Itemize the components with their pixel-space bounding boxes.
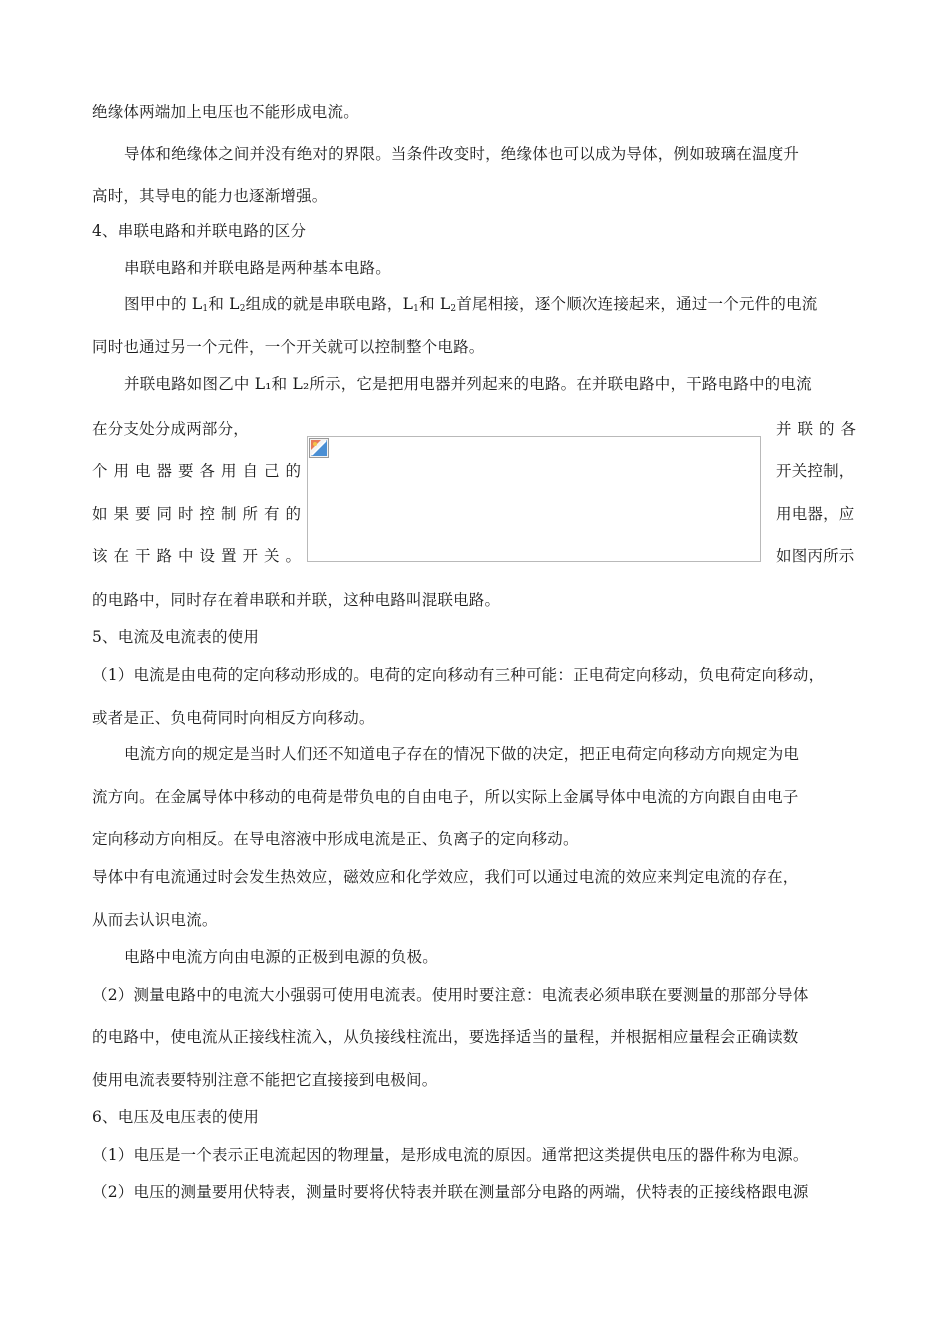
text-line: 导体和绝缘体之间并没有绝对的界限。当条件改变时，绝缘体也可以成为导体，例如玻璃在温度升 <box>124 145 800 163</box>
text-line: （2）电压的测量要用伏特表，测量时要将伏特表并联在测量部分电路的两端，伏特表的正接线格跟电源 <box>92 1183 809 1201</box>
text-line: 电路中电流方向由电源的正极到电源的负极。 <box>124 948 439 966</box>
text-line: 并联电路如图乙中 L₁和 L₂所示，它是把用电器并列起来的电路。在并联电路中，干路电路中的电流 <box>124 375 812 393</box>
wrap-right-line: 并联的各 <box>776 420 863 438</box>
text-line: 的电路中，同时存在着串联和并联，这种电路叫混联电路。 <box>92 591 501 609</box>
text-line: （1）电压是一个表示正电流起因的物理量，是形成电流的原因。通常把这类提供电压的器件称为电源。 <box>92 1146 809 1164</box>
section-heading: 6、电压及电压表的使用 <box>92 1108 260 1126</box>
wrap-left-text: 在分支处分成两部分， <box>92 420 250 438</box>
text-line: 图甲中的 $L_1$和 $L_2$组成的就是串联电路，$L_1$和 $L_2$首尾相接，逐个顺次连接起来，通过一个元件的电流 <box>124 295 818 314</box>
wrap-left-line: 个用电器要各用自己的 <box>92 462 308 480</box>
wrap-right-line: 开关控制， <box>776 462 855 480</box>
text-line: 从而去认识电流。 <box>92 911 218 929</box>
text-line: 或者是正、负电荷同时向相反方向移动。 <box>92 709 375 727</box>
text-line: 的电路中，使电流从正接线柱流入，从负接线柱流出，要选择适当的量程，并根据相应量程会正确读数 <box>92 1028 799 1046</box>
wrap-right-line: 如图丙所示 <box>776 547 855 565</box>
section-heading: 4、串联电路和并联电路的区分 <box>92 222 307 240</box>
text-line: 定向移动方向相反。在导电溶液中形成电流是正、负离子的定向移动。 <box>92 830 579 848</box>
wrap-right-line: 用电器，应 <box>776 505 855 523</box>
text-line: 使用电流表要特别注意不能把它直接接到电极间。 <box>92 1071 438 1089</box>
text-line: 导体中有电流通过时会发生热效应，磁效应和化学效应，我们可以通过电流的效应来判定电流的存在， <box>92 868 799 886</box>
text-line: 高时，其导电的能力也逐渐增强。 <box>92 187 328 205</box>
text-line: 电流方向的规定是当时人们还不知道电子存在的情况下做的决定，把正电荷定向移动方向规定为电 <box>124 745 800 763</box>
text-line: 串联电路和并联电路是两种基本电路。 <box>124 259 391 277</box>
text-line: 绝缘体两端加上电压也不能形成电流。 <box>92 103 359 121</box>
text-line: （2）测量电路中的电流大小强弱可使用电流表。使用时要注意：电流表必须串联在要测量的那部分导体 <box>92 986 809 1004</box>
figure-image-placeholder <box>307 436 761 562</box>
broken-image-icon <box>309 438 329 458</box>
text-line: 流方向。在金属导体中移动的电荷是带负电的自由电子，所以实际上金属导体中电流的方向跟自由电子 <box>92 788 799 806</box>
wrap-left-line: 该在干路中设置开关。 <box>92 547 308 565</box>
text-line: （1）电流是由电荷的定向移动形成的。电荷的定向移动有三种可能：正电荷定向移动，负电荷定向移动， <box>92 666 825 684</box>
wrap-left-line: 如果要同时控制所有的 <box>92 505 308 523</box>
section-heading: 5、电流及电流表的使用 <box>92 628 260 646</box>
text-line: 同时也通过另一个元件，一个开关就可以控制整个电路。 <box>92 338 485 356</box>
wrap-left-line <box>92 419 292 439</box>
